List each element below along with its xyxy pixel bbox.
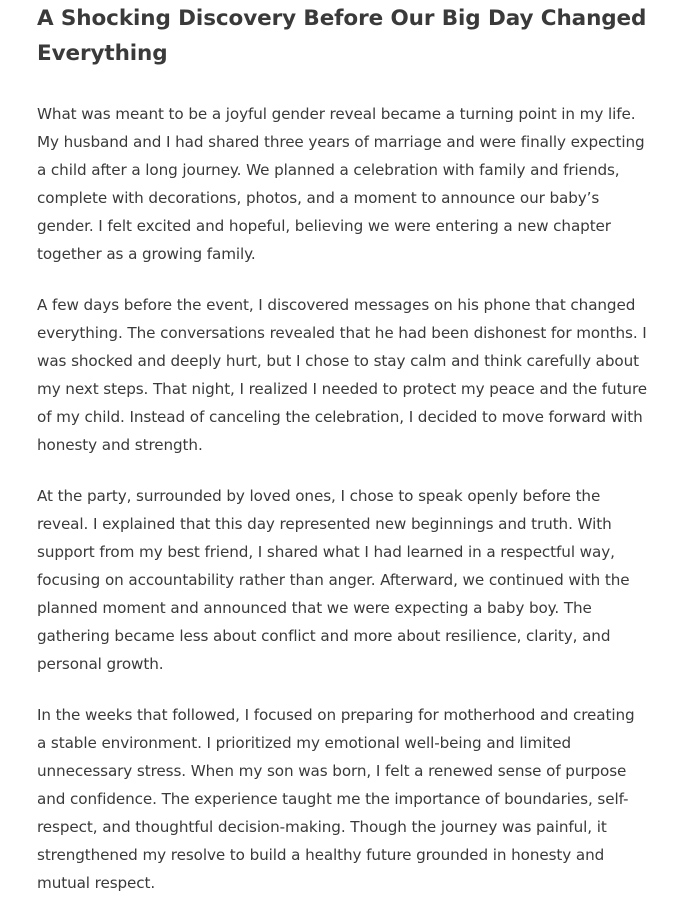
article (37, 0, 647, 920)
article-paragraph: At the party, surrounded by loved ones, I chose to speak openly before the reveal. I explained that this day represented new beginnings and truth. With support from my best friend, I shared what I had learned in a respectful way, focusing on accountability rather than anger. Afterward, we continued with the planned moment and announced that we were expecting a baby boy. The gathering became less about conflict and more about resilience, clarity, and personal growth. (37, 487, 630, 673)
article-paragraph: A few days before the event, I discovered messages on his phone that changed everything. The conversations revealed that he had been dishonest for months. I was shocked and deeply hurt, but I chose to stay calm and think carefully about my next steps. That night, I realized I needed to protect my peace and the future of my child. Instead of canceling the celebration, I decided to move forward with honesty and strength. (37, 296, 648, 454)
article-paragraph: What was meant to be a joyful gender reveal became a turning point in my life. My husband and I had shared three years of marriage and were finally expecting a child after a long journey. We planned a celebration with family and friends, complete with decorations, photos, and a moment to announce our baby’s gender. I felt excited and hopeful, believing we were entering a new chapter together as a growing family. (37, 105, 645, 263)
article-title: A Shocking Discovery Before Our Big Day Changed Everything (37, 6, 647, 66)
article-paragraph: In the weeks that followed, I focused on preparing for motherhood and creating a stable environment. I prioritized my emotional well-being and limited unnecessary stress. When my son was born, I felt a renewed sense of purpose and confidence. The experience taught me the importance of boundaries, self-respect, and thoughtful decision-making. Though the journey was painful, it strengthened my resolve to build a healthy future grounded in honesty and mutual respect. (37, 706, 635, 892)
article-body (37, 100, 647, 897)
